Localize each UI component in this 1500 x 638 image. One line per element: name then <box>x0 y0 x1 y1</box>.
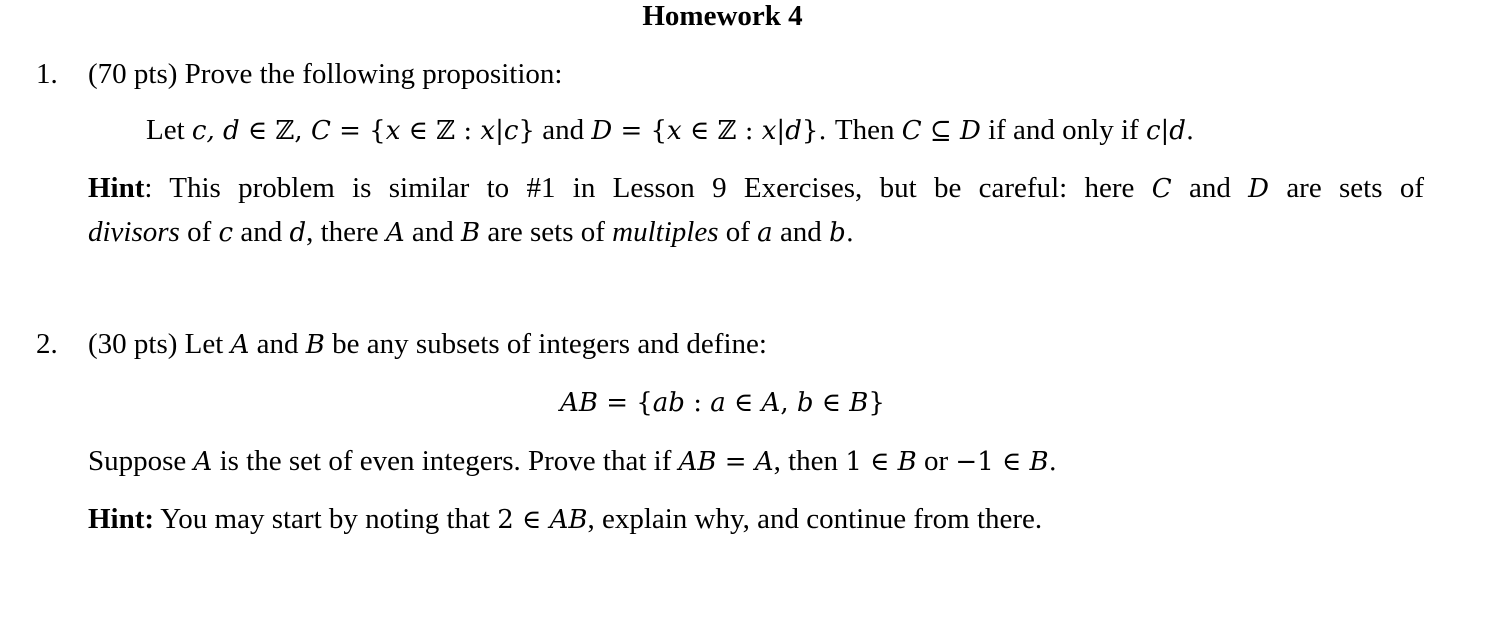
p2-header-pre: (30 pts) Let <box>88 328 231 360</box>
subset-relation: C ⊆ D <box>901 116 981 146</box>
def-lhs: AB <box>560 388 598 418</box>
hint-var-b: b <box>829 218 846 248</box>
hint-divisors: divisors <box>88 216 180 248</box>
hint-and-1: and <box>1171 172 1249 204</box>
def-eq: = { <box>597 388 653 418</box>
sup-pre: Suppose <box>88 445 194 477</box>
set-d: D <box>591 116 613 146</box>
p2-hint-two-in: 2 ∈ <box>497 505 550 535</box>
hint-label-1: Hint <box>88 172 145 204</box>
and-word: and <box>534 114 592 146</box>
problem-2-hint <box>88 501 1042 538</box>
problem-2-header <box>88 326 767 363</box>
hint-var-d: d <box>289 218 307 248</box>
def-a: a <box>710 388 726 418</box>
def-in-1: ∈ <box>725 388 762 418</box>
sup-neg-one-in: −1 ∈ <box>955 447 1030 477</box>
problem-1-hint-line-1 <box>88 170 1424 207</box>
problem-1-hint-line-2 <box>88 214 854 251</box>
iff-phrase: if and only if <box>980 114 1146 146</box>
hint-text-1a: : This problem is similar to #1 in Lesson 9 Exercises, but be careful: here <box>144 172 1152 204</box>
conclusion: c|d <box>1145 116 1186 146</box>
def-in-2: ∈ <box>813 388 850 418</box>
hint-are-sets: are sets of <box>480 216 613 248</box>
def-comma: , <box>780 388 797 418</box>
hint-of-2: of <box>718 216 758 248</box>
statement-in-z: ∈ ℤ, <box>239 116 311 146</box>
p2-hint-post: , explain why, and continue from there. <box>587 503 1043 535</box>
in-z-2: ∈ ℤ : <box>681 116 762 146</box>
sup-set-b-1: B <box>897 447 917 477</box>
def-set-b: B <box>849 388 869 418</box>
var-x-1: x <box>385 116 401 146</box>
p2-set-b: B <box>305 330 325 360</box>
def-colon: : <box>684 388 711 418</box>
eq-open-1: = { <box>330 116 386 146</box>
condition-2: x|d <box>761 116 802 146</box>
p2-hint-label: Hint: <box>88 503 155 535</box>
statement-let: Let <box>146 114 192 146</box>
def-ab: ab <box>652 388 685 418</box>
sup-then: , then <box>773 445 846 477</box>
p2-header-post: be any subsets of integers and define: <box>324 328 767 360</box>
sup-period: . <box>1048 447 1057 477</box>
p2-and: and <box>249 328 306 360</box>
hint-text-1b: are sets of <box>1269 172 1424 204</box>
condition-1: x|c <box>480 116 519 146</box>
hint-period: . <box>845 218 854 248</box>
problem-1-header: (70 pts) Prove the following proposition: <box>88 58 563 90</box>
problem-2-suppose <box>88 443 1057 480</box>
hint-and-4: and <box>772 216 830 248</box>
problem-1-statement <box>146 112 1194 149</box>
hint-of-1: of <box>179 216 219 248</box>
problem-1-number: 1. <box>36 58 58 90</box>
eq-open-2: = { <box>612 116 668 146</box>
sup-one-in: 1 ∈ <box>845 447 898 477</box>
p2-hint-pre: You may start by noting that <box>154 503 498 535</box>
hint-var-c: c <box>218 218 234 248</box>
hint-set-b: B <box>460 218 481 248</box>
sup-ab: AB <box>678 447 717 477</box>
sup-or: or <box>916 445 956 477</box>
hint-set-a: A <box>385 218 405 248</box>
hint-and-3: and <box>404 216 461 248</box>
hint-var-a: a <box>757 218 773 248</box>
problem-2-definition <box>0 384 1445 421</box>
hint-multiples: multiples <box>612 216 719 248</box>
sup-set-b-2: B <box>1029 447 1049 477</box>
sup-eq: = <box>716 447 755 477</box>
def-b: b <box>796 388 814 418</box>
close-1: } <box>518 116 535 146</box>
sup-set-a: A <box>193 447 213 477</box>
page-title: Homework 4 <box>642 0 803 32</box>
hint-set-c: C <box>1151 174 1172 204</box>
def-close: } <box>868 388 885 418</box>
in-z-1: ∈ ℤ : <box>400 116 481 146</box>
sup-set-a-2: A <box>754 447 774 477</box>
problem-2-number: 2. <box>36 328 58 360</box>
p2-set-a: A <box>230 330 250 360</box>
hint-there: , there <box>306 216 386 248</box>
hint-set-d: D <box>1248 174 1269 204</box>
def-set-a: A <box>761 388 781 418</box>
then-word: Then <box>834 114 902 146</box>
statement-period: . <box>1185 116 1195 146</box>
statement-vars: c, d <box>191 116 240 146</box>
var-x-2: x <box>667 116 682 146</box>
close-2: }. <box>801 116 835 146</box>
sup-mid: is the set of even integers. Prove that if <box>212 445 679 477</box>
hint-and-2: and <box>233 216 290 248</box>
p2-hint-ab: AB <box>549 505 588 535</box>
set-c: C <box>310 116 331 146</box>
